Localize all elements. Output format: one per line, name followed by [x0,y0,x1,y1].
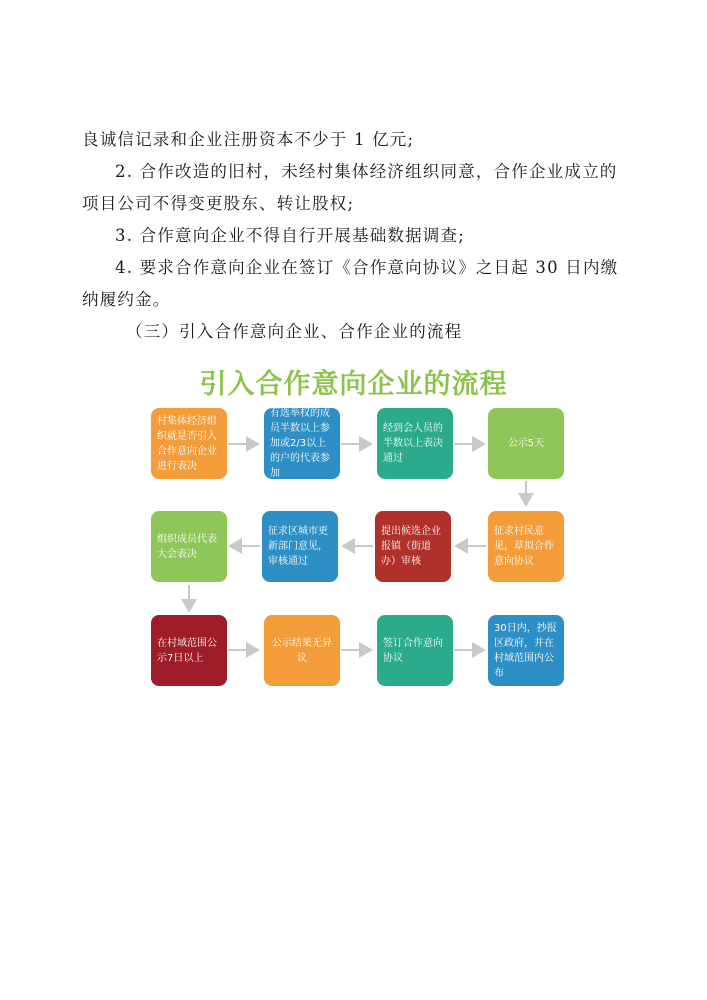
flow-step-11: 签订合作意向协议 [377,615,453,686]
list-item-3: 3. 合作意向企业不得自行开展基础数据调查; [115,226,465,245]
flow-step-7: 征求区城市更新部门意见，审核通过 [262,511,338,582]
flow-step-2: 有选举权的成员半数以上参加或2/3以上的户的代表参加 [264,408,340,479]
flow-step-1: 村集体经济组织就是否引入合作意向企业进行表决 [151,408,227,479]
paragraph-line1: 良诚信记录和企业注册资本不少于 1 亿元; [82,130,415,149]
flow-step-6: 提出候选企业报镇（街道办）审核 [375,511,451,582]
list-item-2: 2. 合作改造的旧村，未经村集体经济组织同意，合作企业成立的项目公司不得变更股东、转让股权; [82,162,618,213]
flowchart-title: 引入合作意向企业的流程 [199,369,508,400]
flow-step-8: 组织成员代表大会表决 [151,511,227,582]
flow-step-5: 征求村民意见，草拟合作意向协议 [488,511,564,582]
list-item-4: 4. 要求合作意向企业在签订《合作意向协议》之日起 30 日内缴纳履约金。 [82,258,619,309]
flow-step-10: 公示结果无异议 [264,615,340,686]
flow-step-9: 在村域范围公示7日以上 [151,615,227,686]
flow-step-4: 公示5天 [488,408,564,479]
flow-step-12: 30日内，抄报区政府，并在村域范围内公布 [488,615,564,686]
section-heading: （三）引入合作意向企业、合作企业的流程 [126,322,463,341]
flow-step-3: 经到会人员的半数以上表决通过 [377,408,453,479]
